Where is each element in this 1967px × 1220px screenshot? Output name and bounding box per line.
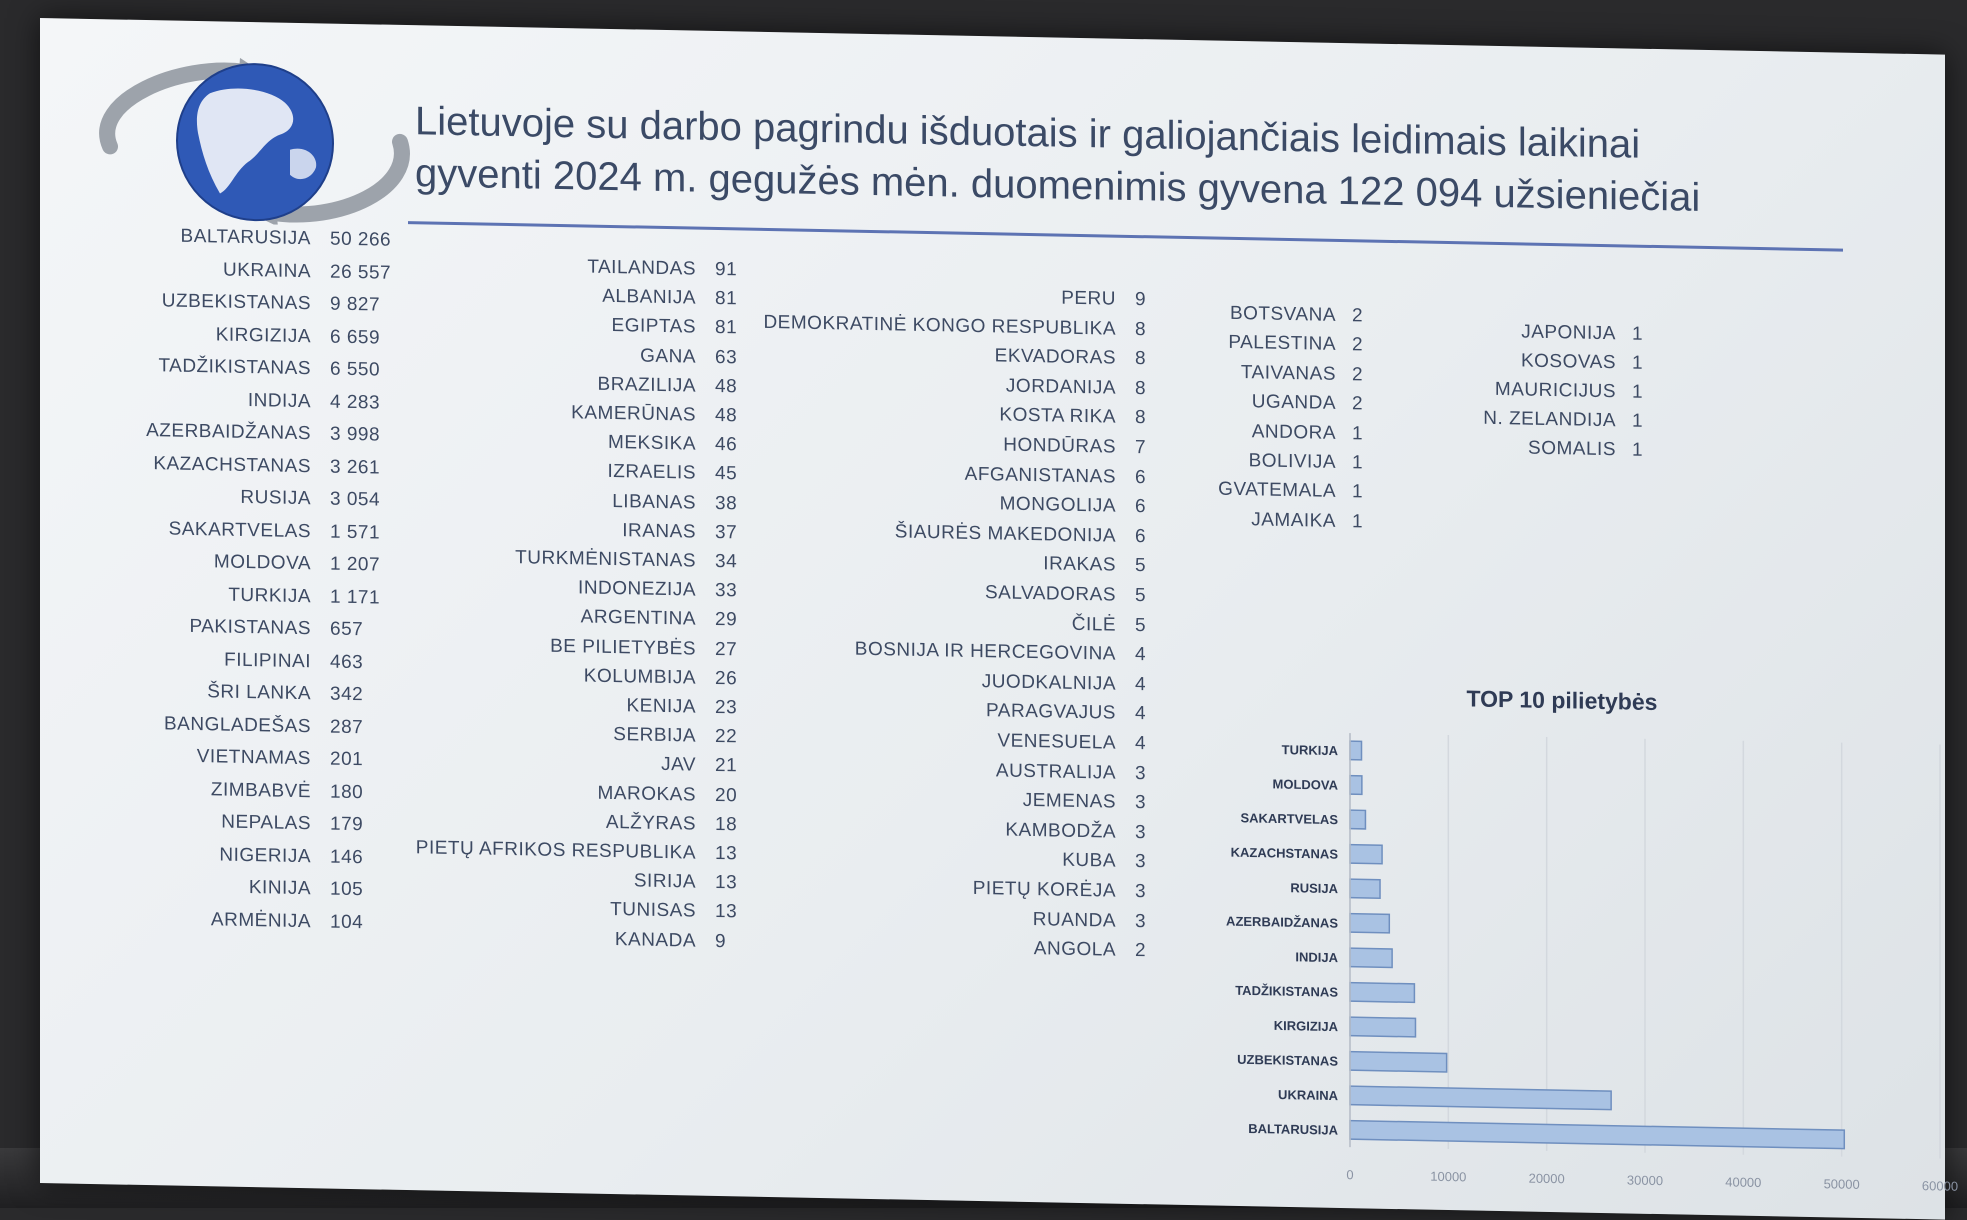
country-name: KOSOVAS <box>1521 350 1616 374</box>
category-label: UZBEKISTANAS <box>1237 1052 1338 1069</box>
country-name: KAZACHSTANAS <box>153 453 311 478</box>
country-name: INDONEZIJA <box>578 578 696 602</box>
country-name: IRAKAS <box>1043 554 1116 577</box>
country-name: MAROKAS <box>597 782 696 806</box>
title-line-1: Lietuvoje su darbo pagrindu išduotais ir galiojančiais leidimais laikinai <box>415 95 1835 174</box>
country-name: FILIPINAI <box>224 649 311 673</box>
country-count: 1 <box>1352 511 1363 533</box>
country-name: KOLUMBIJA <box>584 665 696 689</box>
bar-azerbaidžanas <box>1350 914 1389 933</box>
country-count: 8 <box>1135 407 1146 429</box>
category-label: RUSIJA <box>1290 880 1338 896</box>
country-count: 1 <box>1632 411 1643 433</box>
country-count: 9 <box>715 931 726 953</box>
country-count: 5 <box>1135 555 1146 577</box>
category-label: MOLDOVA <box>1273 776 1339 792</box>
country-name: TAILANDAS <box>587 257 696 281</box>
country-name: BOTSVANA <box>1230 303 1336 327</box>
category-label: KIRGIZIJA <box>1274 1018 1339 1034</box>
country-name: MONGOLIJA <box>1000 494 1116 518</box>
bar-turkija <box>1350 741 1362 760</box>
bar-tadžikistanas <box>1350 983 1414 1003</box>
category-label: TURKIJA <box>1282 742 1339 758</box>
country-count: 3 <box>1135 822 1146 844</box>
country-name: HONDŪRAS <box>1003 434 1116 458</box>
chart-title: TOP 10 pilietybės <box>1432 685 1692 717</box>
country-name: TAIVANAS <box>1241 362 1336 386</box>
country-count: 34 <box>715 551 737 573</box>
x-tick-label: 50000 <box>1824 1176 1860 1192</box>
country-count: 201 <box>330 749 363 772</box>
country-name: BOLIVIJA <box>1249 450 1336 474</box>
country-count: 2 <box>1352 364 1363 386</box>
country-name: ŠRI LANKA <box>207 681 311 705</box>
category-label: BALTARUSIJA <box>1248 1121 1338 1138</box>
category-label: KAZACHSTANAS <box>1231 845 1339 862</box>
country-count: 3 054 <box>330 489 380 512</box>
bar-moldova <box>1350 776 1362 795</box>
x-tick-label: 10000 <box>1430 1169 1466 1185</box>
country-name: BRAZILIJA <box>598 374 696 398</box>
country-count: 50 266 <box>330 229 391 252</box>
country-count: 1 <box>1352 423 1363 445</box>
country-count: 3 <box>1135 792 1146 814</box>
country-count: 45 <box>715 463 737 485</box>
bar-baltarusija <box>1350 1121 1844 1149</box>
country-count: 4 <box>1135 733 1146 755</box>
x-tick-label: 40000 <box>1725 1174 1761 1190</box>
country-count: 4 <box>1135 644 1146 666</box>
country-count: 1 <box>1352 482 1363 504</box>
country-name: GANA <box>640 345 696 368</box>
country-count: 20 <box>715 785 737 807</box>
country-count: 13 <box>715 843 737 865</box>
country-count: 3 <box>1135 881 1146 903</box>
country-name: ARGENTINA <box>581 607 696 631</box>
country-name: PIETŲ KORĖJA <box>973 878 1116 903</box>
country-count: 342 <box>330 684 363 707</box>
country-count: 5 <box>1135 585 1146 607</box>
country-name: IZRAELIS <box>608 461 696 485</box>
country-count: 104 <box>330 911 363 934</box>
category-label: UKRAINA <box>1278 1087 1339 1103</box>
country-count: 6 659 <box>330 326 380 349</box>
country-count: 9 827 <box>330 294 380 317</box>
country-count: 6 550 <box>330 359 380 382</box>
country-name: RUANDA <box>1033 909 1116 933</box>
country-name: TURKIJA <box>228 584 311 608</box>
globe-logo-icon <box>70 51 430 228</box>
bar-kirgizija <box>1350 1017 1415 1037</box>
country-name: KENIJA <box>626 695 696 718</box>
country-count: 29 <box>715 609 737 631</box>
country-count: 3 <box>1135 763 1146 785</box>
country-name: UKRAINA <box>223 259 311 283</box>
country-name: JAV <box>661 754 696 777</box>
country-name: LIBANAS <box>612 491 696 515</box>
country-name: KAMBODŽA <box>1005 819 1116 843</box>
country-count: 463 <box>330 651 363 674</box>
country-count: 1 171 <box>330 586 380 609</box>
country-count: 6 <box>1135 467 1146 489</box>
country-name: KANADA <box>615 929 696 953</box>
country-count: 4 <box>1135 674 1146 696</box>
country-name: KIRGIZIJA <box>216 324 311 348</box>
country-count: 2 <box>1352 335 1363 357</box>
country-count: 46 <box>715 434 737 456</box>
country-name: ANDORA <box>1252 421 1336 445</box>
country-name: INDIJA <box>248 389 311 412</box>
country-count: 2 <box>1352 393 1363 415</box>
country-name: PAKISTANAS <box>190 616 312 640</box>
country-name: RUSIJA <box>240 487 311 510</box>
country-count: 18 <box>715 814 737 836</box>
country-count: 146 <box>330 846 363 869</box>
country-name: PALESTINA <box>1228 332 1336 356</box>
country-count: 9 <box>1135 289 1146 311</box>
country-name: JORDANIJA <box>1006 375 1116 399</box>
country-name: SERBIJA <box>613 724 696 748</box>
x-tick-label: 60000 <box>1922 1178 1958 1194</box>
country-count: 1 <box>1352 452 1363 474</box>
country-name: PARAGVAJUS <box>986 701 1116 725</box>
country-count: 1 <box>1632 353 1643 375</box>
country-name: ALŽYRAS <box>606 812 696 836</box>
country-name: AZERBAIDŽANAS <box>146 420 311 445</box>
country-name: ARMĖNIJA <box>211 909 311 933</box>
bar-indija <box>1350 948 1392 967</box>
country-name: KINIJA <box>249 877 311 900</box>
category-label: AZERBAIDŽANAS <box>1226 914 1338 931</box>
country-count: 5 <box>1135 615 1146 637</box>
country-count: 48 <box>715 405 737 427</box>
country-name: VIETNAMAS <box>197 746 311 770</box>
country-count: 13 <box>715 901 737 923</box>
top10-bar-chart <box>1150 719 1967 1205</box>
bar-uzbekistanas <box>1350 1052 1447 1072</box>
country-name: MAURICIJUS <box>1495 379 1616 403</box>
country-count: 38 <box>715 493 737 515</box>
country-name: BANGLADEŠAS <box>164 713 311 738</box>
country-name: BOSNIJA IR HERCEGOVINA <box>855 639 1116 666</box>
country-count: 287 <box>330 716 363 739</box>
country-name: ALBANIJA <box>602 286 696 310</box>
country-count: 27 <box>715 639 737 661</box>
country-name: JEMENAS <box>1023 790 1116 814</box>
country-name: TADŽIKISTANAS <box>158 355 311 380</box>
country-columns <box>40 18 1945 55</box>
country-count: 21 <box>715 755 737 777</box>
country-count: 4 283 <box>330 391 380 414</box>
country-count: 2 <box>1352 305 1363 327</box>
slide-title <box>415 95 1835 226</box>
country-count: 6 <box>1135 496 1146 518</box>
country-name: UZBEKISTANAS <box>162 290 311 315</box>
country-name: SAKARTVELAS <box>169 518 311 543</box>
country-count: 1 571 <box>330 521 380 544</box>
country-count: 179 <box>330 814 363 837</box>
country-name: MEKSIKA <box>608 432 696 456</box>
country-name: TUNISAS <box>610 899 696 923</box>
country-name: MOLDOVA <box>214 551 311 575</box>
bar-sakartvelas <box>1350 810 1365 829</box>
country-count: 1 <box>1632 382 1643 404</box>
country-count: 37 <box>715 522 737 544</box>
category-label: INDIJA <box>1295 949 1338 965</box>
country-name: PIETŲ AFRIKOS RESPUBLIKA <box>416 837 696 864</box>
country-name: KUBA <box>1062 850 1116 873</box>
country-count: 63 <box>715 347 737 369</box>
country-name: PERU <box>1061 288 1116 311</box>
country-count: 657 <box>330 619 363 642</box>
country-name: DEMOKRATINĖ KONGO RESPUBLIKA <box>763 311 1116 340</box>
country-name: NIGERIJA <box>219 844 311 868</box>
country-name: KOSTA RIKA <box>999 405 1116 429</box>
country-count: 13 <box>715 872 737 894</box>
country-name: ŠIAURĖS MAKEDONIJA <box>895 521 1116 547</box>
country-count: 180 <box>330 781 363 804</box>
category-label: SAKARTVELAS <box>1240 810 1338 827</box>
country-name: VENESUELA <box>997 730 1116 754</box>
country-name: JAMAIKA <box>1251 509 1336 533</box>
country-name: AFGANISTANAS <box>965 463 1116 488</box>
country-name: NEPALAS <box>221 811 311 835</box>
country-name: JUODKALNIJA <box>982 671 1116 696</box>
title-line-2: gyventi 2024 m. gegužės mėn. duomenimis gyvena 122 094 užsieniečiai <box>415 147 1835 226</box>
country-count: 1 <box>1632 324 1643 346</box>
country-count: 6 <box>1135 526 1146 548</box>
country-name: AUSTRALIJA <box>996 760 1116 784</box>
bar-kazachstanas <box>1350 845 1382 864</box>
country-count: 7 <box>1135 437 1146 459</box>
country-count: 8 <box>1135 348 1146 370</box>
country-name: ČILĖ <box>1072 613 1116 636</box>
country-count: 3 998 <box>330 424 380 447</box>
projected-slide <box>40 18 1945 1220</box>
country-name: EGIPTAS <box>612 315 696 339</box>
country-name: EKVADORAS <box>995 346 1116 370</box>
country-count: 3 <box>1135 911 1146 933</box>
country-count: 3 261 <box>330 456 380 479</box>
country-name: SOMALIS <box>1528 438 1616 462</box>
country-count: 4 <box>1135 703 1146 725</box>
country-name: KAMERŪNAS <box>571 402 696 426</box>
country-count: 8 <box>1135 378 1146 400</box>
country-count: 33 <box>715 580 737 602</box>
country-count: 105 <box>330 879 363 902</box>
country-name: BE PILIETYBĖS <box>550 635 696 660</box>
country-name: N. ZELANDIJA <box>1483 408 1616 433</box>
bar-ukraina <box>1350 1086 1611 1110</box>
country-name: UGANDA <box>1252 391 1336 415</box>
x-tick-label: 20000 <box>1529 1171 1565 1187</box>
bar-rusija <box>1350 879 1380 898</box>
country-name: SALVADORAS <box>985 582 1116 607</box>
country-count: 81 <box>715 317 737 339</box>
country-name: TURKMĖNISTANAS <box>515 547 696 572</box>
country-count: 91 <box>715 259 737 281</box>
country-count: 81 <box>715 288 737 310</box>
country-count: 22 <box>715 726 737 748</box>
country-count: 3 <box>1135 851 1146 873</box>
x-tick-label: 30000 <box>1627 1172 1663 1188</box>
country-name: JAPONIJA <box>1521 321 1616 345</box>
country-name: GVATEMALA <box>1218 479 1336 503</box>
country-count: 8 <box>1135 319 1146 341</box>
country-count: 1 207 <box>330 554 380 577</box>
country-count: 2 <box>1135 940 1146 962</box>
country-count: 23 <box>715 697 737 719</box>
country-count: 26 <box>715 668 737 690</box>
category-label: TADŽIKISTANAS <box>1235 983 1338 1000</box>
country-name: BALTARUSIJA <box>181 226 311 251</box>
country-count: 48 <box>715 376 737 398</box>
country-count: 1 <box>1632 440 1643 462</box>
title-underline <box>408 221 1843 252</box>
x-tick-label: 0 <box>1346 1167 1353 1182</box>
country-name: ANGOLA <box>1034 938 1116 962</box>
country-name: ZIMBABVĖ <box>211 779 311 803</box>
country-name: SIRIJA <box>634 871 696 894</box>
country-count: 26 557 <box>330 261 391 284</box>
country-name: IRANAS <box>622 520 696 543</box>
